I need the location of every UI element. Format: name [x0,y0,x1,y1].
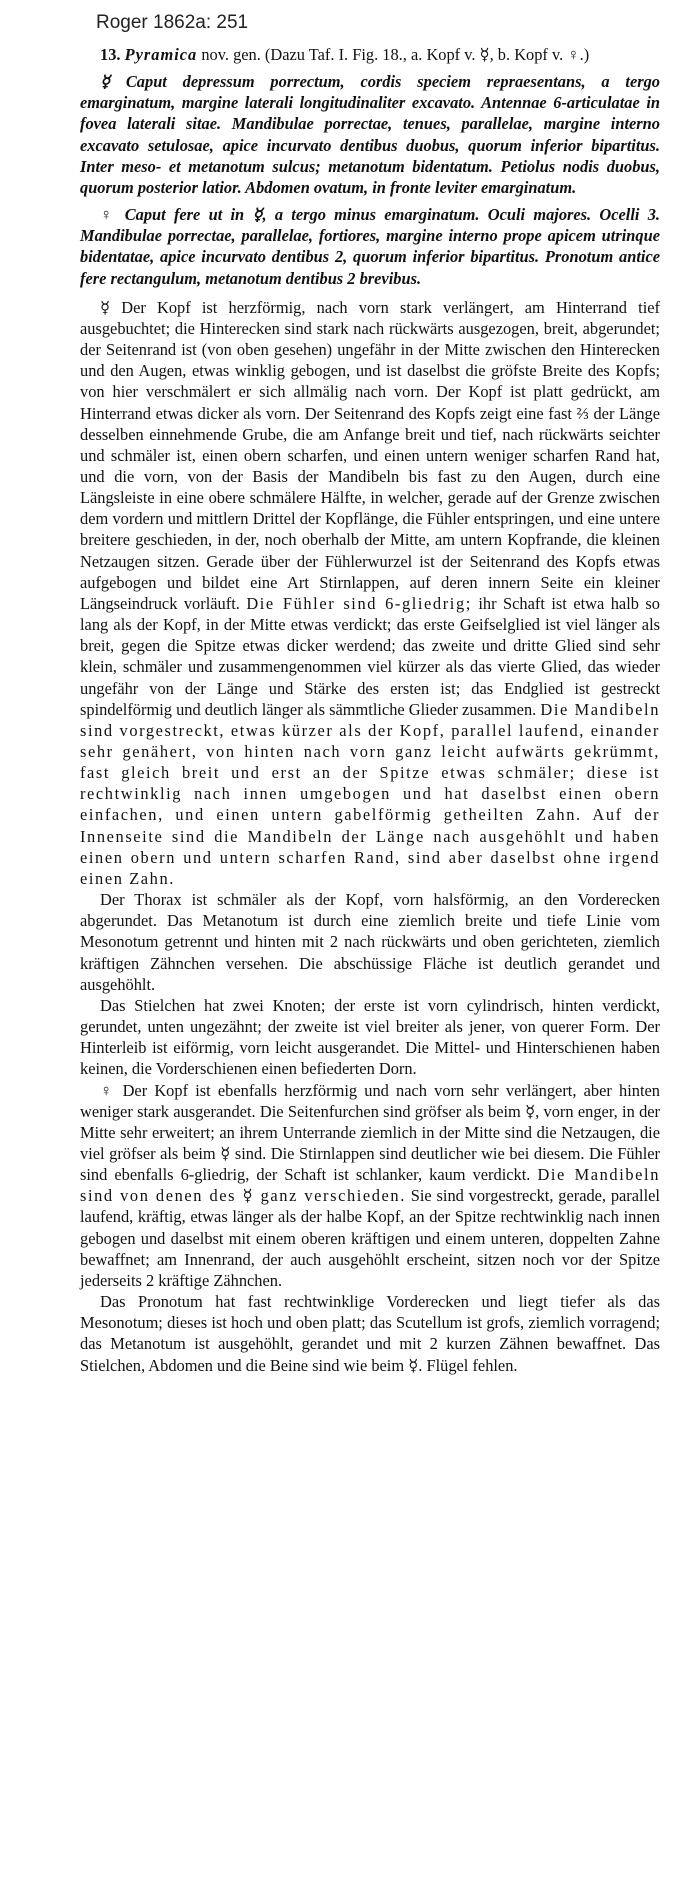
description-worker-head [80,297,660,889]
article-body [80,44,660,1376]
description-petiole: Das Stielchen hat zwei Knoten; der erste ist vorn cylindrisch, hinten verdickt, gerundet, unten ungezähnt; der zweite ist viel breiter als jener, von querer Form. Der Hinterleib ist eiförmig, vorn leicht ausgerandet. Die Mittel- und Hinterschienen haben keinen, die Vorderschienen einen befiederten Dorn. [80,995,660,1079]
section-number: 13. [100,45,121,64]
genus-heading [80,44,660,65]
spaced-text: Die Fühler sind 6-gliedrig; [246,593,472,613]
paragraph-text: ☿ Der Kopf ist herzförmig, nach vorn stark verlängert, am Hinterrand tief ausgebuchtet; die Hinterecken sind stark nach rückwärts ausgezogen, breit, abgerundet; der Seitenrand ist (von oben gesehen) ungefähr in der Mitte zwischen den Hinterecken und den Augen, etwas winklig gebogen, und ist daselbst die gröfste Breite des Kopfs; von hier verschmälert er sich allmälig nach vorn. Der Kopf ist platt gedrückt, am Hinterrand etwas dicker als vorn. Der Seitenrand des Kopfs zeigt eine fast ⅔ der Länge desselben einnehmende Grube, die am Anfange breit und tief, nach rückwärts seichter und schmäler ist, einen obern scharfen, und einen untern weniger scharfen Rand hat, und die vorn, von der Basis der Mandibeln bis fast zu den Augen, durch eine Längsleiste in eine obere schmälere Hälfte, in welcher, gerade auf der Grenze zwischen dem vordern und mittlern Drittel der Kopflänge, die Fühler entspringen, und eine untere breitere geschieden, in der, noch oberhalb der Mitte, am untern Kopfrande, die kleinen Netzaugen sitzen. Gerade über der Fühlerwurzel ist der Seitenrand des Kopfs etwas aufgebogen und bildet eine Art Stirnlappen, auf deren innern Seite ein kleiner Längseindruck vorläuft. [80,297,660,613]
source-label: Roger 1862a: 251 [96,12,249,33]
paragraph-text: ♀ Der Kopf ist ebenfalls herzförmig und nach vorn sehr verlängert, aber hinten weniger stark ausgerandet. Die Seitenfurchen sind gröfser als beim ☿, vorn enger, in der Mitte sehr erweitert; an ihrem Unterrande ziemlich in der Mitte sind die Netzaugen, die viel gröfser als beim ☿ sind. Die Stirnlappen sind deutlicher wie bei diesem. Die Fühler sind ebenfalls 6-gliedrig, der Schaft ist schlanker, kaum verdickt. [80,1080,660,1185]
diagnosis-worker: ☿ Caput depressum porrectum, cordis speciem repraesentans, a tergo emarginatum, margine laterali longitudinaliter excavato. Antennae 6-articulatae in fovea laterali sitae. Mandibulae porrectae, tenues, parallelae, margine interno excavato setulosae, apice incurvato dentibus duobus, quorum inferior bipartitus. Inter meso- et metanotum sulcus; metanotum bidentatum. Petiolus nodis duobus, quorum posterior latior. Abdomen ovatum, in fronte leviter emarginatum. [80,72,660,197]
genus-name: Pyramica [124,45,198,64]
description-thorax: Der Thorax ist schmäler als der Kopf, vorn halsförmig, an den Vorderecken abgerundet. Das Metanotum ist durch eine ziemlich breite und tiefe Linie vom Mesonotum getrennt und hinten mit 2 nach rückwärts und oben gerichteten, ziemlich kräftigen Zähnchen versehen. Die abschüssige Fläche ist deutlich gerandet und ausgehöhlt. [80,890,660,994]
spaced-text: Die Mandibeln sind von denen des ☿ ganz verschieden. [80,1165,660,1206]
paragraph-text: ihr Schaft ist etwa halb so lang als der Kopf, in der Mitte etwas verdickt; das erste Geifselglied ist viel länger als breit, gegen die Spitze etwas dicker werdend; das zweite und dritte Glied sind sehr klein, schmäler und zusammengenommen viel kürzer als das vierte Glied, das wieder ungefähr von der Länge und Stärke des ersten ist; das Endglied ist gestreckt spindelförmig und deutlich länger als sämmtliche Glieder zusammen. [80,593,660,719]
spaced-text: Die Mandibeln sind vorgestreckt, etwas kürzer als der Kopf, parallel laufend, einander sehr genähert, von hinten nach vorn ganz leicht aufwärts gekrümmt, fast gleich breit und erst an der Spitze etwas schmäler; diese ist rechtwinklig nach innen umgebogen und hat daselbst einen obern einfachen, und einen untern gabelförmig getheilten Zahn. Auf der Innenseite sind die Mandibeln der Länge nach ausgehöhlt und haben einen obern und untern scharfen Rand, sind aber daselbst ohne irgend einen Zahn. [80,699,660,888]
diagnosis-female: ♀ Caput fere ut in ☿, a tergo minus emarginatum. Oculi majores. Ocelli 3. Mandibulae porrectae, parallelae, fortiores, margine interno prope apicem utrinque bidentatae, apice incurvato dentibus 2, quorum inferior bipartitus. Pronotum antice fere rectangulum, metanotum dentibus 2 brevibus. [80,205,660,288]
genus-heading-text: nov. gen. (Dazu Taf. I. Fig. 18., a. Kopf v. ☿, b. Kopf v. ♀.) [201,45,590,64]
description-female-head [80,1080,660,1292]
description-pronotum: Das Pronotum hat fast rechtwinklige Vorderecken und liegt tiefer als das Mesonotum; dieses ist hoch und oben platt; das Scutellum ist grofs, ziemlich vorragend; das Metanotum ist ausgehöhlt, gerandet und mit 2 kurzen Zähnen bewaffnet. Das Stielchen, Abdomen und die Beine sind wie beim ☿. Flügel fehlen. [80,1292,660,1375]
paragraph-text: Sie sind vorgestreckt, gerade, parallel laufend, kräftig, etwas länger als der halbe Kopf, an der Spitze rechtwinklig nach innen gebogen und daselbst mit einem oberen kräftigen und einem unteren, doppelten Zahne bewaffnet; am Innenrand, der auch ausgehöhlt erscheint, sitzen noch vor der Spitze jederseits 2 kräftige Zähnchen. [80,1186,660,1290]
